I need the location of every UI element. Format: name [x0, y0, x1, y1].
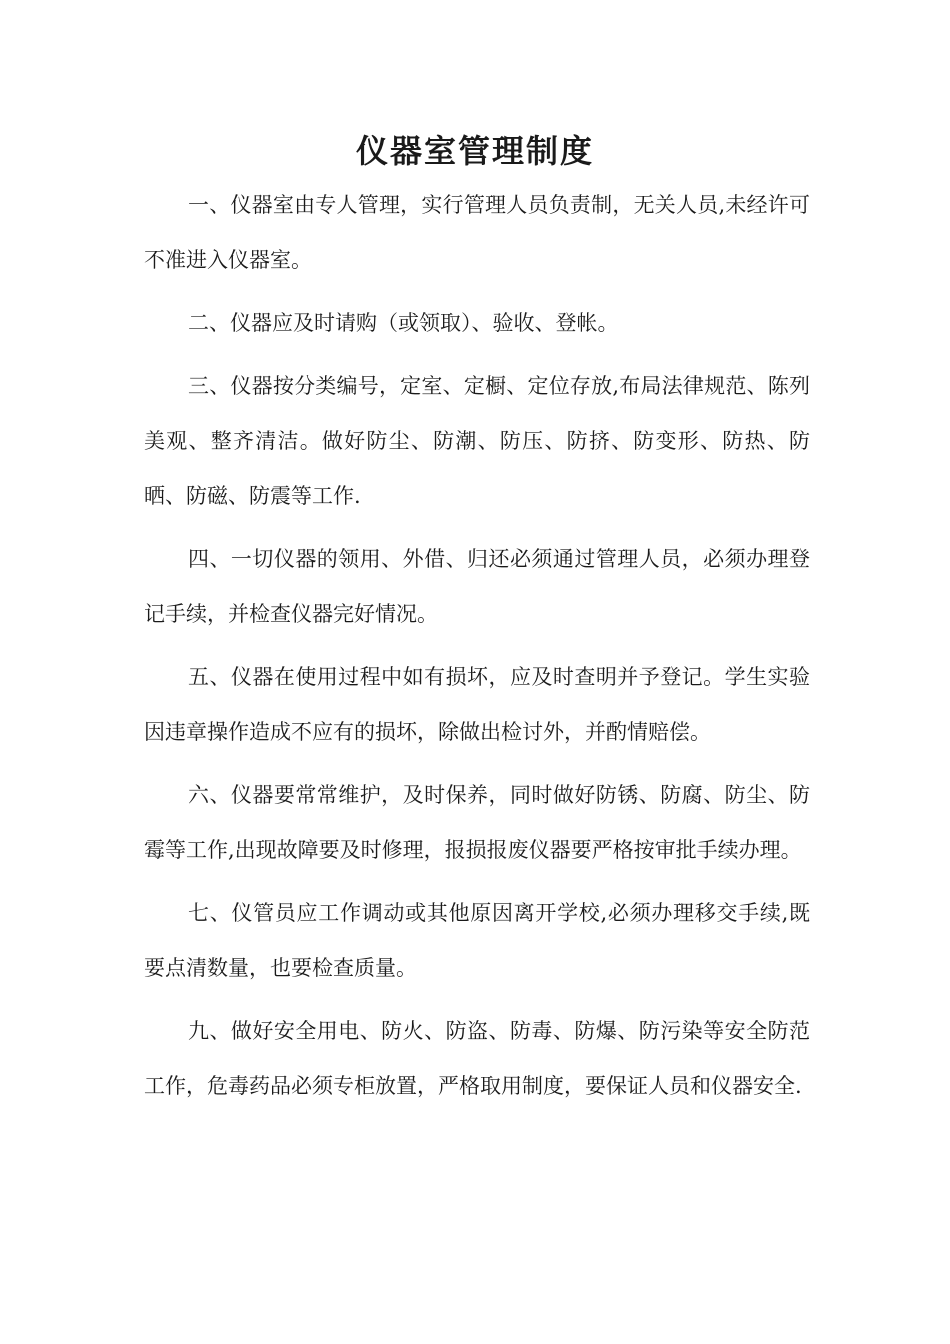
paragraph-4: 四、一切仪器的领用、外借、归还必须通过管理人员，必须办理登记手续，并检查仪器完好情况。 [144, 547, 810, 626]
paragraph-6: 六、仪器要常常维护，及时保养，同时做好防锈、防腐、防尘、防霉等工作,出现故障要及时修理，报损报废仪器要严格按审批手续办理。 [144, 783, 810, 862]
document-body [144, 178, 810, 1122]
paragraph-7: 七、仪管员应工作调动或其他原因离开学校,必须办理移交手续,既要点清数量，也要检查质量。 [144, 901, 810, 980]
paragraph-2: 二、仪器应及时请购（或领取）、验收、登帐。 [188, 311, 619, 335]
paragraph-8: 九、做好安全用电、防火、防盗、防毒、防爆、防污染等安全防范工作，危毒药品必须专柜放置，严格取用制度，要保证人员和仪器安全. [144, 1019, 810, 1098]
document-title: 仪器室管理制度 [355, 132, 594, 170]
paragraph-5: 五、仪器在使用过程中如有损坏，应及时查明并予登记。学生实验因违章操作造成不应有的损坏，除做出检讨外，并酌情赔偿。 [144, 665, 810, 744]
paragraph-1: 一、仪器室由专人管理，实行管理人员负责制，无关人员,未经许可不准进入仪器室。 [144, 193, 810, 272]
paragraph-3: 三、仪器按分类编号，定室、定橱、定位存放,布局法律规范、陈列美观、整齐清洁。做好防尘、防潮、防压、防挤、防变形、防热、防晒、防磁、防震等工作. [144, 374, 810, 508]
